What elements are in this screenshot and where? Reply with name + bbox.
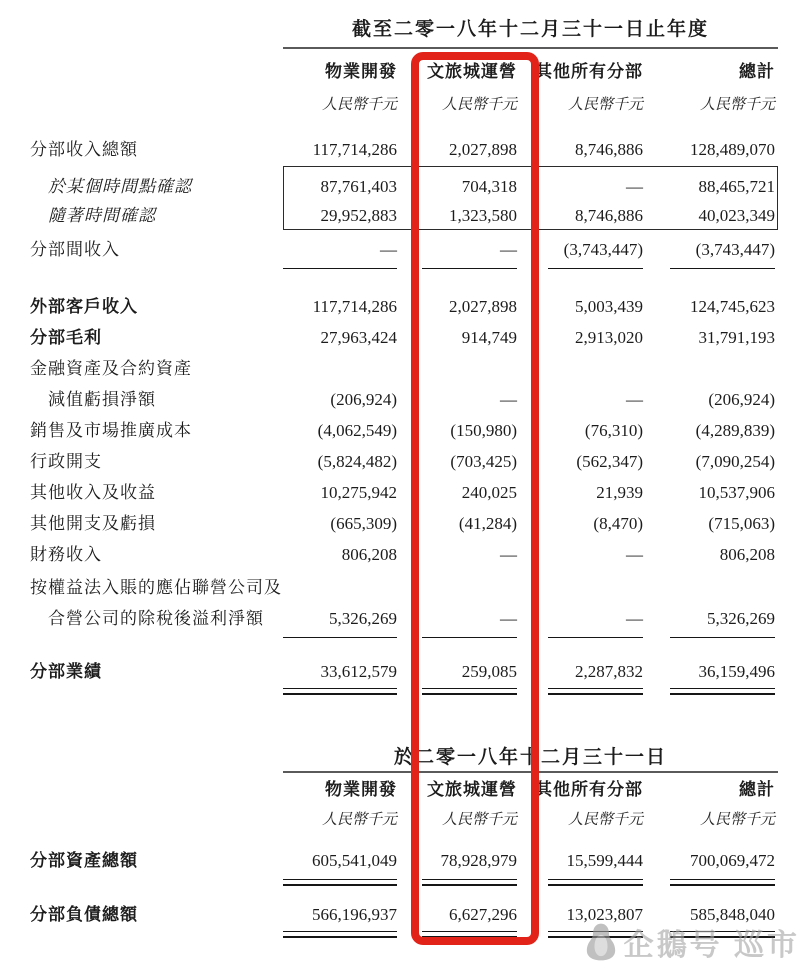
cell-value: (715,063) bbox=[708, 514, 775, 533]
cell-value bbox=[283, 356, 397, 382]
cell-value: 605,541,049 bbox=[312, 851, 397, 870]
row-label: 減值虧損淨額 bbox=[48, 390, 156, 409]
table-row bbox=[30, 387, 775, 413]
table-row bbox=[30, 356, 775, 382]
cell-value: — bbox=[500, 390, 517, 409]
cell-value: 806,208 bbox=[719, 545, 775, 564]
unit-label: 人民幣千元 bbox=[321, 97, 397, 113]
watermark-text: 企鵝号 巡市 bbox=[623, 929, 800, 962]
cell-value: — bbox=[626, 609, 643, 628]
cell-value: (206,924) bbox=[708, 390, 775, 409]
table-row bbox=[30, 511, 775, 537]
cell-value: (5,824,482) bbox=[317, 452, 397, 471]
cell-value: 914,749 bbox=[461, 328, 517, 347]
unit-label: 人民幣千元 bbox=[567, 97, 643, 113]
watermark bbox=[584, 920, 800, 964]
cell-value: 117,714,286 bbox=[312, 297, 397, 316]
cell-value: 15,599,444 bbox=[566, 851, 643, 870]
cell-value: 33,612,579 bbox=[320, 662, 397, 681]
row-label: 其他開支及虧損 bbox=[30, 514, 156, 533]
cell-value: 40,023,349 bbox=[698, 206, 775, 225]
column-header: 物業開發 bbox=[325, 780, 397, 799]
cell-value: 259,085 bbox=[461, 662, 517, 681]
row-label: 金融資產及合約資產 bbox=[30, 359, 192, 378]
cell-value: 2,287,832 bbox=[575, 662, 643, 681]
cell-value: 117,714,286 bbox=[312, 140, 397, 159]
row-label: 分部業績 bbox=[30, 662, 102, 681]
cell-value: 21,939 bbox=[596, 483, 643, 502]
cell-value: (7,090,254) bbox=[695, 452, 775, 471]
cell-value bbox=[643, 356, 775, 382]
subtotal-rule bbox=[548, 637, 643, 638]
cell-value: (150,980) bbox=[450, 421, 517, 440]
cell-value: — bbox=[500, 609, 517, 628]
cell-value: (4,289,839) bbox=[695, 421, 775, 440]
cell-value: — bbox=[380, 240, 397, 259]
total-double-rule bbox=[422, 688, 517, 695]
unit-row bbox=[30, 807, 775, 833]
cell-value bbox=[643, 575, 775, 601]
row-label: 分部資產總額 bbox=[30, 851, 138, 870]
unit-spacer bbox=[30, 92, 283, 118]
unit-label: 人民幣千元 bbox=[321, 812, 397, 828]
subtotal-rule bbox=[422, 637, 517, 638]
table-date-title: 於二零一八年十二月三十一日 bbox=[393, 747, 667, 768]
total-double-rule bbox=[283, 879, 397, 886]
column-header: 物業開發 bbox=[325, 62, 397, 81]
cell-value: (703,425) bbox=[450, 452, 517, 471]
column-header: 總計 bbox=[739, 780, 775, 799]
cell-value: 2,027,898 bbox=[449, 297, 517, 316]
total-double-rule bbox=[422, 931, 517, 938]
cell-value bbox=[283, 575, 397, 601]
cell-value: 806,208 bbox=[341, 545, 397, 564]
cell-value: 1,323,580 bbox=[449, 206, 517, 225]
column-header: 文旅城運營 bbox=[427, 780, 517, 799]
row-label: 隨著時間確認 bbox=[48, 206, 156, 225]
row-label: 其他收入及收益 bbox=[30, 483, 156, 502]
cell-value: 5,326,269 bbox=[329, 609, 397, 628]
cell-value: 6,627,296 bbox=[449, 905, 517, 924]
cell-value: (665,309) bbox=[330, 514, 397, 533]
table-row bbox=[30, 294, 775, 320]
total-double-rule bbox=[670, 879, 775, 886]
table-date-header-rule bbox=[283, 771, 778, 773]
table-row bbox=[30, 418, 775, 444]
cell-value: (206,924) bbox=[330, 390, 397, 409]
subtotal-rule bbox=[283, 637, 397, 638]
total-double-rule bbox=[548, 879, 643, 886]
column-header: 總計 bbox=[739, 62, 775, 81]
unit-spacer bbox=[30, 807, 283, 833]
cell-value: 2,027,898 bbox=[449, 140, 517, 159]
cell-value: 88,465,721 bbox=[698, 177, 775, 196]
table-row bbox=[30, 659, 775, 685]
cell-value: 704,318 bbox=[461, 177, 517, 196]
table-row bbox=[30, 848, 775, 874]
cell-value: 5,003,439 bbox=[575, 297, 643, 316]
table-year-header-rule bbox=[283, 47, 778, 49]
unit-row bbox=[30, 92, 775, 118]
row-label: 外部客戶收入 bbox=[30, 297, 138, 316]
cell-value: 87,761,403 bbox=[320, 177, 397, 196]
cell-value: 700,069,472 bbox=[690, 851, 775, 870]
cell-value: — bbox=[626, 390, 643, 409]
cell-value: (8,470) bbox=[593, 514, 643, 533]
row-label: 分部收入總額 bbox=[30, 140, 138, 159]
column-header: 文旅城運營 bbox=[427, 62, 517, 81]
table-year-title: 截至二零一八年十二月三十一日止年度 bbox=[351, 19, 709, 40]
cell-value: 240,025 bbox=[461, 483, 517, 502]
column-header: 其他所有分部 bbox=[535, 780, 643, 799]
table-row bbox=[30, 575, 775, 601]
cell-value: 31,791,193 bbox=[698, 328, 775, 347]
cell-value: 29,952,883 bbox=[320, 206, 397, 225]
row-label: 行政開支 bbox=[30, 452, 102, 471]
cell-value: 5,326,269 bbox=[707, 609, 775, 628]
cell-value: 27,963,424 bbox=[320, 328, 397, 347]
cell-value: (41,284) bbox=[458, 514, 517, 533]
unit-label: 人民幣千元 bbox=[567, 812, 643, 828]
cell-value: 2,913,020 bbox=[575, 328, 643, 347]
row-label: 於某個時間點確認 bbox=[48, 177, 192, 196]
table-row bbox=[30, 325, 775, 351]
unit-label: 人民幣千元 bbox=[699, 812, 775, 828]
column-header-row bbox=[30, 59, 775, 85]
table-row bbox=[30, 137, 775, 163]
cell-value: 13,023,807 bbox=[566, 905, 643, 924]
column-header-row bbox=[30, 777, 775, 803]
row-label: 分部間收入 bbox=[30, 240, 120, 259]
subtotal-rule bbox=[670, 637, 775, 638]
row-label: 分部負債總額 bbox=[30, 905, 138, 924]
unit-label: 人民幣千元 bbox=[441, 812, 517, 828]
table-row bbox=[30, 449, 775, 475]
penguin-icon bbox=[584, 922, 618, 962]
cell-value: 78,928,979 bbox=[440, 851, 517, 870]
column-header: 其他所有分部 bbox=[535, 62, 643, 81]
cell-value: (76,310) bbox=[584, 421, 643, 440]
row-label: 合營公司的除稅後溢利淨額 bbox=[48, 609, 264, 628]
cell-value: — bbox=[500, 545, 517, 564]
unit-label: 人民幣千元 bbox=[699, 97, 775, 113]
table-row bbox=[30, 237, 775, 263]
unit-label: 人民幣千元 bbox=[441, 97, 517, 113]
cell-value: 36,159,496 bbox=[698, 662, 775, 681]
cell-value: 10,537,906 bbox=[698, 483, 775, 502]
table-row bbox=[30, 542, 775, 568]
cell-value: (562,347) bbox=[576, 452, 643, 471]
table-row bbox=[30, 480, 775, 506]
cell-value: — bbox=[626, 177, 643, 196]
cell-value bbox=[397, 356, 517, 382]
cell-value: 585,848,040 bbox=[690, 905, 775, 924]
cell-value bbox=[397, 575, 517, 601]
total-double-rule bbox=[422, 879, 517, 886]
table-row bbox=[30, 606, 775, 632]
cell-value: 566,196,937 bbox=[312, 905, 397, 924]
cell-value: 8,746,886 bbox=[575, 140, 643, 159]
cell-value: (4,062,549) bbox=[317, 421, 397, 440]
subtotal-rule bbox=[283, 268, 397, 269]
cell-value: (3,743,447) bbox=[563, 240, 643, 259]
cell-value bbox=[517, 356, 643, 382]
cell-value: (3,743,447) bbox=[695, 240, 775, 259]
cell-value: 124,745,623 bbox=[690, 297, 775, 316]
cell-value: — bbox=[626, 545, 643, 564]
revenue-recognition-box bbox=[283, 166, 778, 230]
cell-value: — bbox=[500, 240, 517, 259]
row-label: 分部毛利 bbox=[30, 328, 102, 347]
row-label: 財務收入 bbox=[30, 545, 102, 564]
cell-value: 128,489,070 bbox=[690, 140, 775, 159]
total-double-rule bbox=[283, 688, 397, 695]
subtotal-rule bbox=[548, 268, 643, 269]
row-label: 按權益法入賬的應佔聯營公司及 bbox=[30, 578, 282, 597]
total-double-rule bbox=[670, 688, 775, 695]
cell-value: 8,746,886 bbox=[575, 206, 643, 225]
subtotal-rule bbox=[422, 268, 517, 269]
subtotal-rule bbox=[670, 268, 775, 269]
total-double-rule bbox=[283, 931, 397, 938]
total-double-rule bbox=[548, 688, 643, 695]
header-spacer bbox=[30, 59, 283, 85]
cell-value: 10,275,942 bbox=[320, 483, 397, 502]
header-spacer bbox=[30, 777, 283, 803]
row-label: 銷售及市場推廣成本 bbox=[30, 421, 192, 440]
cell-value bbox=[517, 575, 643, 601]
